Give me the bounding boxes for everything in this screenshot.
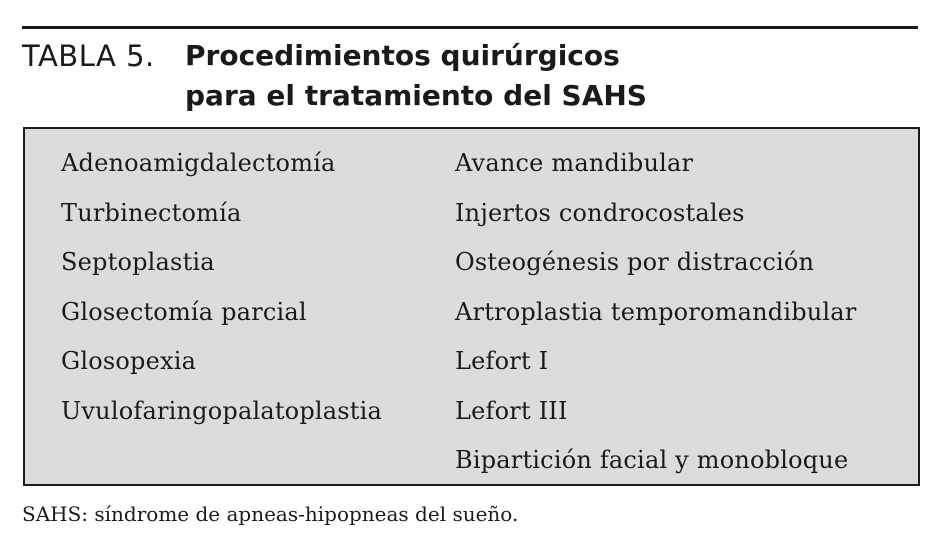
table-cell: Bipartición facial y monobloque — [455, 446, 849, 474]
heading-line-1: Procedimientos quirúrgicos — [185, 39, 620, 72]
table-cell: Glosectomía parcial — [61, 297, 307, 326]
table-label: TABLA 5. — [22, 39, 155, 73]
table-cell: Injertos condrocostales — [455, 198, 745, 227]
table-title — [22, 36, 647, 116]
table-cell: Turbinectomía — [61, 198, 242, 227]
procedures-table — [23, 127, 920, 486]
top-rule — [22, 26, 918, 29]
table-cell: Avance mandibular — [455, 149, 694, 177]
table-cell: Uvulofaringopalatoplastia — [61, 396, 383, 425]
table-cell: Artroplastia temporomandibular — [455, 297, 857, 326]
left-column — [61, 139, 382, 436]
table-cell: Adenoamigdalectomía — [61, 149, 336, 177]
table-cell: Lefort III — [455, 396, 568, 425]
table-heading — [185, 36, 647, 116]
table-cell: Septoplastia — [61, 248, 215, 276]
heading-line-2: para el tratamiento del SAHS — [185, 79, 647, 112]
table-footnote: SAHS: síndrome de apneas-hipopneas del sueño. — [22, 502, 519, 526]
right-column — [455, 139, 856, 486]
table-cell: Glosopexia — [61, 347, 197, 375]
table-cell: Lefort I — [455, 347, 549, 375]
table-cell: Osteogénesis por distracción — [455, 248, 815, 276]
